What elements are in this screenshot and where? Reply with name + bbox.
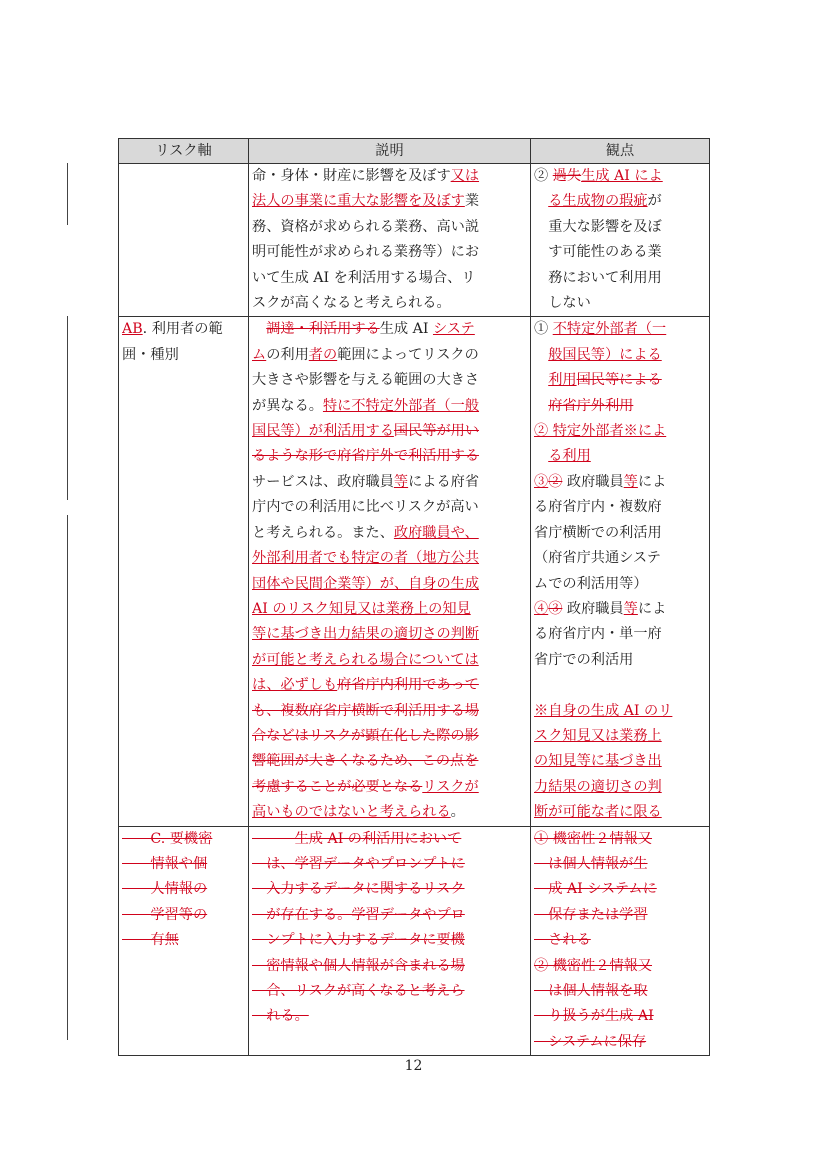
deleted-text: される: [534, 932, 591, 949]
deleted-text: が存在する。学習データやプロ: [252, 906, 465, 923]
deleted-text: 府省庁外利用: [548, 397, 634, 414]
text-segment: が異なる。: [252, 397, 323, 414]
text-segment: す可能性のある業: [534, 244, 662, 261]
text-line: [252, 852, 527, 877]
text-line: [252, 622, 527, 647]
text-line: [252, 368, 527, 393]
text-segment: [534, 347, 548, 363]
text-line: [534, 877, 706, 902]
text-line: [252, 903, 527, 928]
deleted-text: るような形で府省庁外で利活用する: [252, 448, 480, 465]
inserted-text: システ: [432, 321, 475, 338]
text-line: [252, 240, 527, 265]
text-line: [252, 648, 527, 673]
text-line: [534, 954, 706, 979]
text-line: [252, 699, 527, 724]
text-segment: 囲・種別: [122, 346, 179, 363]
text-line: [534, 240, 706, 265]
text-segment: [534, 398, 548, 414]
text-line: [534, 444, 706, 469]
text-segment: 大きさや影響を与える範囲の大きさ: [252, 372, 480, 389]
text-line: [252, 317, 527, 342]
text-line: [534, 699, 706, 724]
text-segment: ムでの利活用等）: [534, 575, 648, 592]
text-segment: （府省庁共通システ: [534, 550, 661, 567]
deleted-text: も、複数府省庁横断で利活用する場: [252, 702, 480, 719]
deleted-text: 過失: [552, 168, 582, 184]
text-segment: る府省庁内・単一府: [534, 626, 662, 643]
text-line: [252, 800, 527, 825]
viewpoint-cell: [531, 317, 710, 826]
deleted-text: 調達・利活用する: [266, 321, 380, 338]
inserted-text: 等: [623, 600, 638, 617]
explanation-cell: [249, 164, 531, 317]
deleted-text: 国民等が用い: [393, 423, 480, 440]
text-line: [534, 343, 706, 368]
text-segment: 務、資格が求められる業務、高い説: [252, 218, 480, 235]
inserted-text: リスクが: [422, 778, 479, 795]
table-row: [119, 826, 710, 1056]
header-explanation: 説明: [249, 139, 531, 164]
deleted-text: 人情報の: [122, 881, 208, 898]
inserted-text: 国民等）が利活用する: [252, 423, 394, 440]
inserted-text: 力結果の適切さの判: [534, 778, 662, 795]
deleted-text: り扱うが生成 AI: [534, 1008, 654, 1025]
text-line: [534, 724, 706, 749]
text-segment: によ: [637, 600, 667, 617]
text-line: [534, 1030, 706, 1055]
change-bar: [67, 515, 68, 1040]
text-segment: [252, 321, 266, 337]
text-line: [534, 419, 706, 444]
inserted-text: 外部利用者でも特定の者（地方公共: [252, 550, 480, 567]
text-segment: [534, 448, 548, 464]
text-line: [534, 928, 706, 953]
inserted-text: 特に不特定外部者（一般: [322, 397, 480, 414]
text-line: [252, 495, 527, 520]
text-line: [534, 673, 706, 698]
risk-axis-cell: [119, 317, 249, 826]
inserted-text: ② 特定外部者※によ: [534, 423, 667, 440]
text-segment: 命・身体・財産に影響を及ぼす: [252, 168, 451, 184]
text-line: [534, 317, 706, 342]
text-segment: の利用: [266, 346, 309, 363]
explanation-cell: [249, 826, 531, 1056]
text-line: [252, 394, 527, 419]
deleted-text: れる。: [252, 1008, 309, 1025]
text-line: [122, 827, 245, 852]
text-line: [252, 419, 527, 444]
deleted-text: ① 機密性２情報又: [534, 830, 653, 847]
text-line: [252, 164, 527, 189]
change-bar: [67, 163, 68, 225]
text-line: [252, 954, 527, 979]
deleted-text: は、学習データやプロンプトに: [252, 855, 465, 872]
deleted-text: は個人情報を取: [534, 983, 648, 999]
text-line: [534, 291, 706, 316]
text-line: [534, 775, 706, 800]
text-line: [252, 979, 527, 1004]
text-segment: いて生成 AI を利活用する場合、リ: [252, 269, 476, 286]
inserted-text: ※自身の生成 AI のリ: [534, 702, 673, 719]
text-line: [534, 648, 706, 673]
inserted-text: AB: [122, 321, 143, 338]
inserted-text: スク知見又は業務上: [534, 727, 662, 744]
text-line: [122, 852, 245, 877]
text-segment: 生成 AI: [379, 321, 433, 338]
inserted-text: る生成物の瑕疵: [548, 193, 648, 210]
inserted-text: 不特定外部者（一: [552, 321, 667, 338]
text-line: [252, 827, 527, 852]
text-line: [534, 394, 706, 419]
text-line: [252, 775, 527, 800]
text-line: [534, 597, 706, 622]
inserted-text: 生成 AI によ: [581, 168, 663, 184]
viewpoint-cell: [531, 164, 710, 317]
text-line: [252, 597, 527, 622]
text-segment: 庁内での利活用に比べリスクが高い: [252, 499, 479, 516]
text-line: [122, 317, 245, 342]
text-line: [534, 368, 706, 393]
text-segment: [534, 372, 548, 388]
text-line: [122, 877, 245, 902]
text-segment: [534, 193, 548, 209]
text-segment: 業: [464, 193, 480, 210]
deleted-text: ③: [548, 600, 563, 617]
deleted-text: は個人情報が生: [534, 855, 648, 872]
text-line: [534, 749, 706, 774]
text-segment: 。: [450, 804, 465, 821]
text-segment: 明可能性が求められる業務等）にお: [252, 244, 480, 261]
risk-axis-cell: [119, 164, 249, 317]
text-line: [252, 724, 527, 749]
text-line: [534, 852, 706, 877]
text-line: [252, 521, 527, 546]
deleted-text: 合、リスクが高くなると考えら: [252, 983, 465, 999]
text-segment: る府省庁内・複数府: [534, 499, 662, 516]
deleted-text: 国民等による: [576, 372, 662, 389]
text-segment: . 利用者の範: [142, 321, 223, 338]
deleted-text: 学習等の: [122, 906, 208, 923]
text-line: [252, 673, 527, 698]
text-line: [252, 928, 527, 953]
page-number: 12: [404, 1058, 423, 1074]
inserted-text: 政府職員や、: [393, 524, 479, 541]
text-line: [252, 291, 527, 316]
text-line: [252, 572, 527, 597]
text-segment: しない: [534, 295, 591, 312]
text-line: [252, 215, 527, 240]
text-segment: スクが高くなると考えられる。: [252, 295, 451, 312]
inserted-text: 法人の事業に重大な影響を及ぼす: [252, 193, 465, 210]
deleted-text: ②: [548, 473, 563, 490]
inserted-text: の知見等に基づき出: [534, 753, 662, 770]
text-segment: による府省: [408, 473, 480, 490]
inserted-text: 等: [623, 473, 638, 490]
text-line: [534, 572, 706, 597]
text-line: [252, 444, 527, 469]
deleted-text: ンプトに入力するデータに要機: [252, 932, 465, 949]
text-line: [534, 903, 706, 928]
inserted-text: 又は: [450, 168, 480, 184]
deleted-text: 保存または学習: [534, 906, 648, 923]
header-risk-axis: リスク軸: [119, 139, 249, 164]
change-bar: [67, 316, 68, 500]
text-line: [534, 827, 706, 852]
inserted-text: は、必ずしも: [252, 677, 338, 694]
table-row: [119, 317, 710, 826]
text-line: [252, 470, 527, 495]
text-line: [534, 164, 706, 189]
text-segment: サービスは、政府職員: [252, 473, 394, 490]
text-line: [534, 470, 706, 495]
text-line: [534, 189, 706, 214]
deleted-text: 情報や個: [122, 855, 208, 872]
deleted-text: ② 機密性２情報又: [534, 957, 653, 974]
text-segment: 範囲によってリスクの: [337, 346, 479, 363]
text-segment: と考えられる。また、: [252, 524, 394, 541]
text-segment: ①: [534, 321, 553, 338]
text-segment: 政府職員: [562, 600, 624, 617]
deleted-text: 考慮することが必要となる: [252, 778, 423, 795]
text-line: [252, 266, 527, 291]
inserted-text: ③: [534, 473, 549, 490]
risk-axis-cell: [119, 826, 249, 1056]
deleted-text: 密情報や個人情報が含まれる場: [252, 957, 465, 974]
text-line: [252, 546, 527, 571]
deleted-text: C. 要機密: [122, 830, 213, 847]
text-line: [534, 215, 706, 240]
inserted-text: 団体や民間企業等）が、自身の生成: [252, 575, 480, 592]
text-line: [534, 800, 706, 825]
text-line: [252, 877, 527, 902]
deleted-text: 響範囲が大きくなるため、この点を: [252, 753, 479, 770]
text-line: [534, 495, 706, 520]
table-row: [119, 164, 710, 317]
text-segment: 政府職員: [562, 473, 624, 490]
deleted-text: 成 AI システムに: [534, 881, 657, 898]
inserted-text: 高いものではないと考えられる: [252, 804, 451, 821]
text-line: [252, 1004, 527, 1029]
deleted-text: 合などはリスクが顕在化した際の影: [252, 727, 479, 744]
inserted-text: 者の: [308, 346, 338, 363]
text-segment: が: [647, 193, 662, 210]
inserted-text: 般国民等）による: [548, 346, 662, 363]
deleted-text: 有無: [122, 932, 179, 949]
text-segment: によ: [637, 473, 667, 490]
deleted-text: 生成 AI の利活用において: [252, 830, 462, 847]
explanation-cell: [249, 317, 531, 826]
inserted-text: 利用: [548, 372, 577, 389]
deleted-text: 入力するデータに関するリスク: [252, 881, 465, 898]
inserted-text: 等: [393, 473, 409, 490]
header-viewpoint: 観点: [531, 139, 710, 164]
text-segment: ②: [534, 168, 553, 184]
inserted-text: が可能と考えられる場合については: [252, 651, 479, 668]
text-line: [122, 343, 245, 368]
deleted-text: 府省庁内利用であって: [337, 677, 479, 694]
text-line: [534, 546, 706, 571]
inserted-text: 等に基づき出力結果の適切さの判断: [252, 626, 480, 643]
text-line: [534, 266, 706, 291]
text-line: [252, 189, 527, 214]
inserted-text: 断が可能な者に限る: [534, 804, 662, 821]
header-row: [119, 139, 710, 164]
inserted-text: る利用: [548, 448, 591, 465]
deleted-text: システムに保存: [534, 1033, 647, 1050]
text-line: [534, 521, 706, 546]
text-line: [252, 343, 527, 368]
text-segment: 務において利用用: [534, 269, 662, 286]
text-line: [534, 1004, 706, 1029]
text-segment: 省庁横断での利活用: [534, 524, 662, 541]
risk-axis-table: [118, 138, 710, 1056]
inserted-text: AI のリスク知見又は業務上の知見: [252, 600, 471, 617]
inserted-text: ④: [534, 600, 549, 617]
text-line: [252, 749, 527, 774]
text-line: [534, 979, 706, 1004]
text-line: [122, 928, 245, 953]
inserted-text: ム: [252, 346, 267, 363]
text-segment: 省庁での利活用: [534, 651, 634, 668]
text-line: [534, 622, 706, 647]
text-segment: 重大な影響を及ぼ: [534, 218, 662, 235]
text-line: [122, 903, 245, 928]
viewpoint-cell: [531, 826, 710, 1056]
